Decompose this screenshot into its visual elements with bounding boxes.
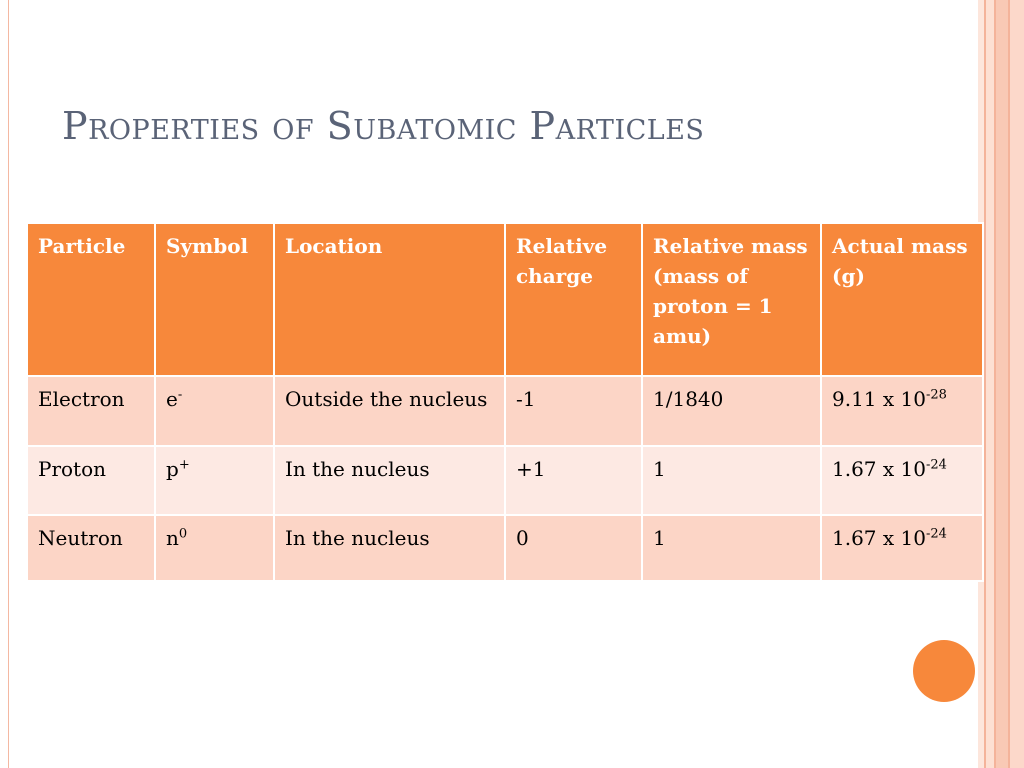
slide-title: Properties of Subatomic Particles [62,104,705,148]
cell-actual-mass [821,515,983,581]
header-symbol: Symbol [155,223,274,376]
left-border-line [8,0,9,768]
header-relative-mass: Relative mass (mass of proton = 1 amu) [642,223,821,376]
mass-base: 1.67 x 10 [832,457,926,481]
cell-symbol [155,376,274,446]
header-location: Location [274,223,505,376]
cell-relative-charge: -1 [505,376,642,446]
mass-exponent: -24 [925,526,947,542]
header-particle: Particle [27,223,155,376]
cell-particle: Electron [27,376,155,446]
right-decorative-stripes [978,0,1024,768]
cell-symbol [155,446,274,515]
mass-base: 9.11 x 10 [832,387,926,411]
cell-actual-mass [821,446,983,515]
symbol-base: n [166,526,179,550]
symbol-superscript: 0 [178,526,188,542]
cell-relative-charge: 0 [505,515,642,581]
mass-exponent: -28 [925,387,947,403]
cell-particle: Proton [27,446,155,515]
header-relative-charge: Relative charge [505,223,642,376]
cell-relative-charge: +1 [505,446,642,515]
cell-relative-mass: 1 [642,446,821,515]
symbol-superscript: - [177,387,183,403]
table-row [27,515,983,581]
table-row [27,446,983,515]
symbol-superscript: + [178,457,190,473]
decorative-orange-circle [913,640,975,702]
mass-base: 1.67 x 10 [832,526,926,550]
stripe [996,0,1008,768]
table-row [27,376,983,446]
cell-symbol [155,515,274,581]
cell-location: In the nucleus [274,515,505,581]
mass-exponent: -24 [925,457,947,473]
stripe [986,0,994,768]
symbol-base: p [166,457,179,481]
particles-table [26,222,984,582]
header-actual-mass: Actual mass (g) [821,223,983,376]
cell-particle: Neutron [27,515,155,581]
table-header-row [27,223,983,376]
symbol-base: e [166,387,178,411]
cell-location: In the nucleus [274,446,505,515]
cell-actual-mass [821,376,983,446]
cell-location: Outside the nucleus [274,376,505,446]
stripe [1010,0,1024,768]
cell-relative-mass: 1/1840 [642,376,821,446]
cell-relative-mass: 1 [642,515,821,581]
